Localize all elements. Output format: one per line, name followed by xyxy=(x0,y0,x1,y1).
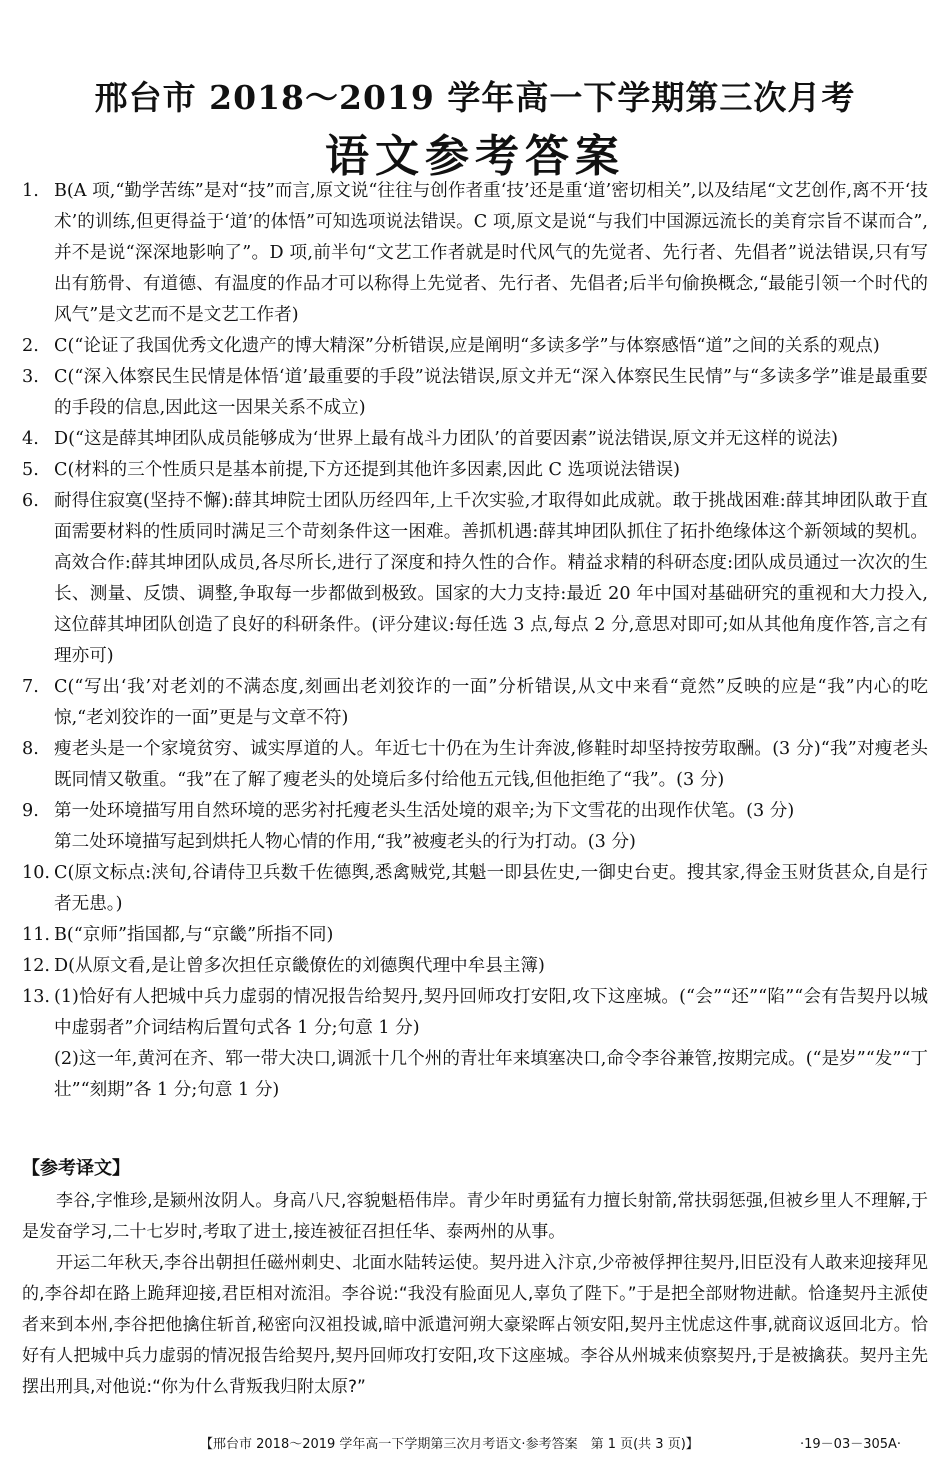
answer-item-11 xyxy=(22,920,928,951)
exam-title: 邢台市 2018～2019 学年高一下学期第三次月考 xyxy=(94,78,856,117)
answer-item-9-continuation: 第二处环境描写起到烘托人物心情的作用,“我”被瘦老头的行为打动。(3 分) xyxy=(54,832,636,852)
answer-number: 3. xyxy=(22,367,39,387)
answer-number: 7. xyxy=(22,677,39,697)
document-title: 语文参考答案 xyxy=(325,131,625,182)
footer-exam-code: ·19－03－305A· xyxy=(800,1437,902,1452)
answer-item-13 xyxy=(22,982,928,1044)
answer-item-2 xyxy=(22,331,928,362)
answer-text: 耐得住寂寞(坚持不懈):薛其坤院士团队历经四年,上千次实验,才取得如此成就。敢于挑战困难:薛其坤团队敢于直面需要材料的性质同时满足三个苛刻条件这一困难。善抓机遇:薛其坤团队抓住了拓扑绝缘体这个新领域的契机。高效合作:薛其坤团队成员,各尽所长,进行了深度和持久性的合作。精益求精的科研态度:团队成员通过一次次的生长、测量、反馈、调整,争取每一步都做到极致。国家的大力支持:最近 20 年中国对基础研究的重视和大力投入,这位薛其坤团队创造了良好的科研条件。(评分建议:每任选 3 点,每点 2 分,意思对即可;如从其他角度作答,言之有理亦可) xyxy=(54,491,928,666)
answer-number: 10. xyxy=(22,863,50,883)
answer-item-12 xyxy=(22,951,928,982)
answer-text: C(“论证了我国优秀文化遗产的博大精深”分析错误,应是阐明“多读多学”与体察感悟“道”之间的关系的观点) xyxy=(54,336,880,356)
answer-text: C(材料的三个性质只是基本前提,下方还提到其他许多因素,因此 C 选项说法错误) xyxy=(54,460,681,480)
answer-item-4 xyxy=(22,424,928,455)
answer-text: D(从原文看,是让曾多次担任京畿僚佐的刘德舆代理中牟县主簿) xyxy=(54,956,545,976)
answer-number: 11. xyxy=(22,925,50,945)
answer-list xyxy=(22,176,928,1106)
answer-text: C(“深入体察民生民情是体悟‘道’最重要的手段”说法错误,原文并无“深入体察民生民情”与“多读多学”谁是最重要的手段的信息,因此这一因果关系不成立) xyxy=(54,367,928,418)
answer-text: C(“写出‘我’对老刘的不满态度,刻画出老刘狡诈的一面”分析错误,从文中来看“竟然”反映的应是“我”内心的吃惊,“老刘狡诈的一面”更是与文章不符) xyxy=(54,677,928,728)
answer-text: 瘦老头是一个家境贫穷、诚实厚道的人。年近七十仍在为生计奔波,修鞋时却坚持按劳取酬。(3 分)“我”对瘦老头既同情又敬重。“我”在了解了瘦老头的处境后多付给他五元钱,但他拒绝了“我”。(3 分) xyxy=(54,739,928,790)
translation-paragraph: 李谷,字惟珍,是颍州汝阴人。身高八尺,容貌魁梧伟岸。青少年时勇猛有力擅长射箭,常扶弱惩强,但被乡里人不理解,于是发奋学习,二十七岁时,考取了进士,接连被征召担任华、泰两州的从事。 xyxy=(22,1191,928,1242)
translation-paragraph: 开运二年秋天,李谷出朝担任磁州刺史、北面水陆转运使。契丹进入汴京,少帝被俘押往契丹,旧臣没有人敢来迎接拜见的,李谷却在路上跪拜迎接,君臣相对流泪。李谷说:“我没有脸面见人,辜负了陛下。”于是把全部财物进献。恰逢契丹主派使者来到本州,李谷把他擒住斩首,秘密向汉祖投诚,暗中派遣河朔大豪梁晖占领安阳,契丹主忧虑这件事,就商议返回北方。恰好有人把城中兵力虚弱的情况报告给契丹,契丹回师攻打安阳,攻下这座城。李谷从州城来侦察契丹,于是被擒获。契丹主先摆出刑具,对他说:“你为什么背叛我归附太原?” xyxy=(22,1253,928,1397)
answer-text: (1)恰好有人把城中兵力虚弱的情况报告给契丹,契丹回师攻打安阳,攻下这座城。(“会”“还”“陷”“会有告契丹以城中虚弱者”介词结构后置句式各 1 分;句意 1 分) xyxy=(54,987,928,1038)
answer-number: 9. xyxy=(22,801,39,821)
answer-item-3 xyxy=(22,362,928,424)
reference-translation xyxy=(22,1186,928,1403)
answer-number: 2. xyxy=(22,336,39,356)
answer-item-8 xyxy=(22,734,928,796)
answer-text: B(“京师”指国都,与“京畿”所指不同) xyxy=(54,925,334,945)
footer-page-info: 【邢台市 2018～2019 学年高一下学期第三次月考语文·参考答案 第 1 页(共 3 页)】 xyxy=(200,1437,699,1452)
answer-number: 4. xyxy=(22,429,39,449)
answer-item-9 xyxy=(22,796,928,827)
answer-text: C(原文标点:浃旬,谷请侍卫兵数千佐德舆,悉禽贼党,其魁一即县佐史,一御史台吏。搜其家,得金玉财货甚众,自是行者无患。) xyxy=(54,863,928,914)
answer-item-1 xyxy=(22,176,928,331)
answer-number: 6. xyxy=(22,491,39,511)
answer-item-7 xyxy=(22,672,928,734)
answer-item-5 xyxy=(22,455,928,486)
answer-number: 1. xyxy=(22,181,39,201)
answer-text: 第一处环境描写用自然环境的恶劣衬托瘦老头生活处境的艰辛;为下文雪花的出现作伏笔。(3 分) xyxy=(54,801,795,821)
answer-number: 12. xyxy=(22,956,50,976)
answer-item-13-part-2: (2)这一年,黄河在齐、郓一带大决口,调派十几个州的青壮年来填塞决口,命令李谷兼管,按期完成。(“是岁”“发”“丁壮”“刻期”各 1 分;句意 1 分) xyxy=(54,1049,928,1100)
reference-translation-heading: 【参考译文】 xyxy=(22,1158,130,1179)
answer-number: 13. xyxy=(22,987,50,1007)
answer-number: 8. xyxy=(22,739,39,759)
answer-item-6 xyxy=(22,486,928,672)
answer-number: 5. xyxy=(22,460,39,480)
answer-item-10 xyxy=(22,858,928,920)
answer-text: D(“这是薛其坤团队成员能够成为‘世界上最有战斗力团队’的首要因素”说法错误,原文并无这样的说法) xyxy=(54,429,838,449)
answer-text: B(A 项,“勤学苦练”是对“技”而言,原文说“往往与创作者重‘技’还是重‘道’密切相关”,以及结尾“文艺创作,离不开‘技术’的训练,但更得益于‘道’的体悟”可知选项说法错误。C 项,原文是说“与我们中国源远流长的美育宗旨不谋而合”,并不是说“深深地影响了”。D 项,前半句“文艺工作者就是时代风气的先觉者、先行者、先倡者”说法错误,只有写出有筋骨、有道德、有温度的作品才可以称得上先觉者、先行者、先倡者;后半句偷换概念,“最能引领一个时代的风气”是文艺而不是文艺工作者) xyxy=(54,181,928,325)
